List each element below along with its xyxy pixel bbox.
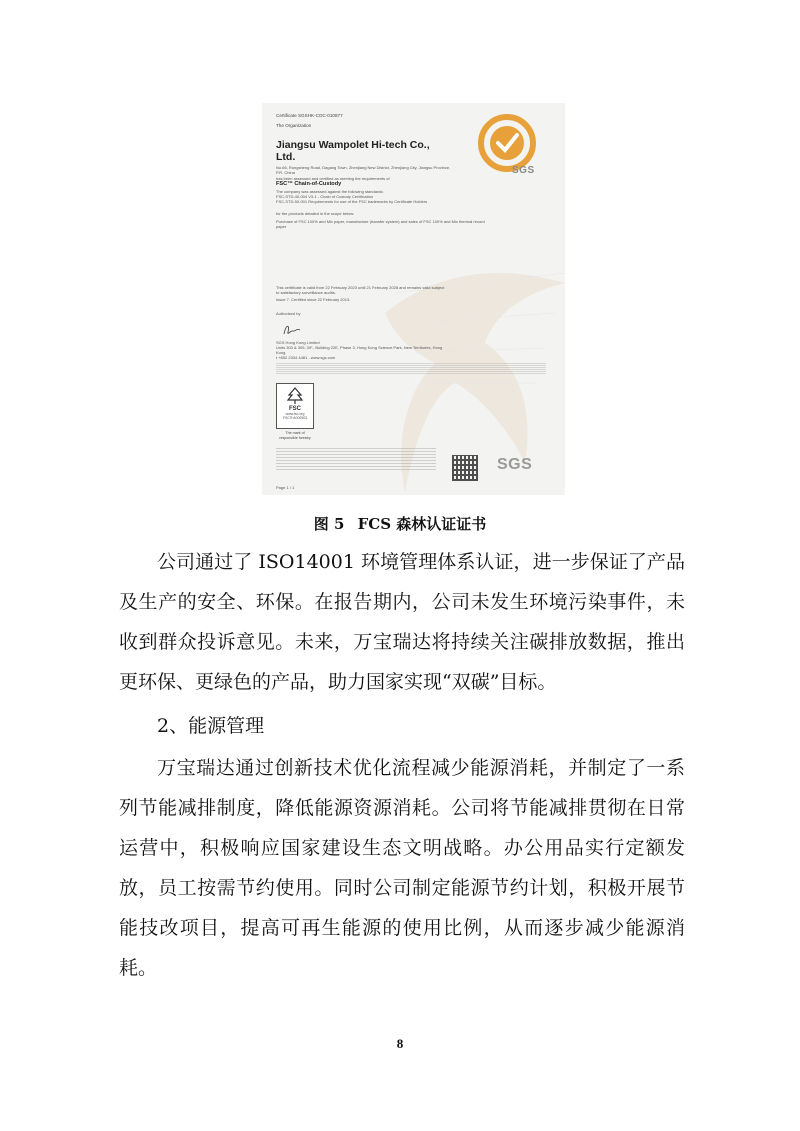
- sgs-logo-bottom: SGS: [497, 456, 533, 473]
- fsc-logo: [276, 383, 314, 429]
- paragraph-iso14001: 公司通过了 ISO14001 环境管理体系认证，进一步保证了产品及生产的安全、环保。在报告期内，公司未发生环境污染事件，未收到群众投诉意见。未来，万宝瑞达将持续关注碳排放数据，推出更环保、更绿色的产品，助力国家实现“双碳”目标。: [119, 551, 685, 693]
- disclaimer-text: [276, 448, 436, 470]
- fsc-logo-text: FSC: [289, 406, 301, 412]
- qr-code-icon: [452, 455, 478, 481]
- certificate-scheme: FSC™ Chain-of-Custody: [276, 181, 342, 187]
- page-number: 8: [396, 1036, 404, 1051]
- fsc-tree-check-icon: [286, 387, 304, 405]
- scope-text: Purchase of FSC 100% and Mix paper, manufacture (transfer system) and sales of FSC 100% and Mix thermal record paper: [276, 219, 485, 229]
- assessed-text: has been assessed and certified as meeting the requirements of: [276, 176, 390, 181]
- paragraph-energy-management: 万宝瑞达通过创新技术优化流程减少能源消耗，并制定了一系列节能减排制度，降低能源资源消耗。公司将节能减排贯彻在日常运营中，积极响应国家建设生态文明战略。办公用品实行定额发放，员工按需节约使用。同时公司制定能源节约计划，积极开展节能技改项目，提高可再生能源的使用比例，从而逐步减少能源消耗。: [119, 757, 685, 979]
- company-address: No.66, Rongsheng Road, Dagang Town, Zhenjiang New District, Zhenjiang City, Jiangsu Province, P.R. China: [276, 165, 451, 175]
- standard-2: FSC-STD-50-001 Requirements for use of the FSC trademarks by Certificate Holders: [276, 199, 428, 204]
- authorised-label: Authorised by: [276, 311, 301, 316]
- sgs-logo-top: SGS: [512, 165, 535, 176]
- figure-title: FCS 森林认证证书: [357, 515, 487, 533]
- issuer-address: Units 303 & 305, 3/F., Building 22E, Phase 3, Hong Kong Science Park, New Territories, Hong Kong: [276, 345, 443, 355]
- certificate-company: Jiangsu Wampolet Hi-tech Co., Ltd.: [276, 139, 430, 163]
- fsc-certificate-image: [262, 103, 565, 495]
- validity-text: This certificate is valid from 22 February 2023 until 21 February 2028 and remains valid subject to satisfactory surveillance audits.: [276, 285, 445, 295]
- standard-1: FSC-STD-40-004 V3-1 - Chain of Custody Certification: [276, 194, 374, 199]
- issuer-contact: t +852 2334 4481 - www.sgs.com: [276, 355, 336, 360]
- organization-label: The Organization: [276, 123, 312, 128]
- standards-intro: The company was assessed against the following standards:: [276, 189, 384, 194]
- fsc-url: www.fsc.org: [285, 412, 305, 416]
- fsc-caption: The mark of responsible forestry: [279, 431, 311, 440]
- scope-intro: for the products detailed in the scope below:: [276, 211, 355, 216]
- issue-text: Issue 7. Certified since 22 February 2013.: [276, 297, 351, 302]
- fine-print: [276, 362, 546, 374]
- certificate-number: Certificate SGSHK-COC-010877: [276, 113, 343, 118]
- figure-number: 图 5: [313, 515, 345, 533]
- figure-caption: [0, 513, 800, 534]
- page-label: Page 1 / 1: [276, 485, 295, 490]
- section-heading-energy: 2、能源管理: [157, 715, 265, 737]
- signature-icon: [282, 322, 302, 338]
- issuer-name: SGS Hong Kong Limited: [276, 340, 320, 345]
- fsc-code: FSC® A000503: [282, 416, 308, 420]
